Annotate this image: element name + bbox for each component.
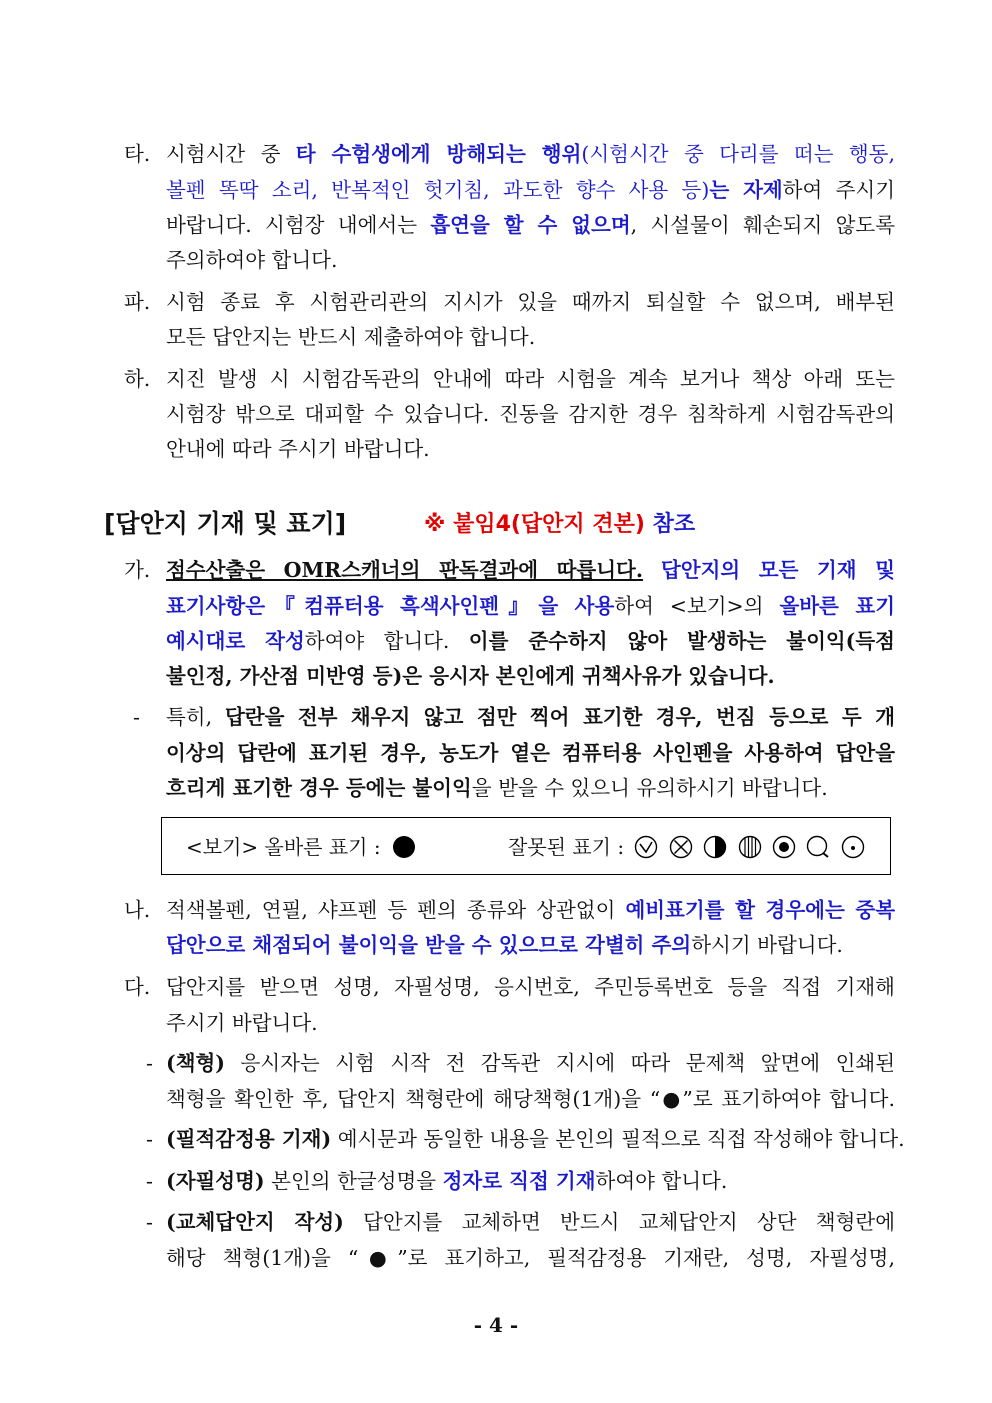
text-run: 을 받을 수 있으니 유의하시기 바랍니다. (471, 776, 828, 800)
text-line (166, 557, 895, 583)
text-run: 하여야 합니다. (595, 1169, 728, 1193)
item-marker: 가. (124, 558, 151, 582)
text-line (166, 740, 895, 766)
text-run: 답안지를 교체하면 반드시 교체답안지 상단 책형란에 (343, 1210, 895, 1234)
text-run: 하여 주시기 (782, 178, 895, 202)
small-dot-circle-icon (841, 835, 865, 859)
text-run: 모든 답안지는 반드시 제출하여야 합니다. (166, 325, 536, 349)
text-line (166, 436, 895, 462)
text-run: 주의하여야 합니다. (166, 248, 338, 272)
item-marker: - (146, 1051, 153, 1075)
item-marker: 파. (124, 290, 151, 314)
text-run: 흡연을 할 수 없으며 (430, 213, 631, 237)
section-heading: [답안지 기재 및 표기] (104, 509, 347, 538)
text-run: 타 수험생에게 방해되는 행위 (295, 142, 582, 166)
text-run: 답안지의 모든 기재 및 (660, 558, 895, 582)
reference-see: 참조 (652, 512, 696, 537)
text-run: 답안지를 받으면 성명, 자필성명, 응시번호, 주민등록번호 등을 직접 기재해 (166, 975, 895, 999)
text-run: 하시기 바랍니다. (691, 933, 843, 957)
text-run: 이를 준수하지 않아 발생하는 불이익(득점 (468, 629, 895, 653)
text-run: 안내에 따라 주시기 바랍니다. (166, 437, 430, 461)
text-run: 흐리게 표기한 경우 등에는 불이익 (166, 776, 472, 800)
text-line (166, 1086, 895, 1112)
text-line (166, 177, 895, 203)
text-run: 예비표기를 할 경우에는 중복 (625, 898, 895, 922)
text-run: 본인의 한글성명을 (264, 1169, 443, 1193)
correct-mark-label: <보기> 올바른 표기 : (186, 835, 381, 859)
text-line (166, 897, 895, 923)
item-marker: 나. (124, 898, 151, 922)
text-line (166, 1010, 895, 1036)
wrong-mark-label: 잘못된 표기 : (508, 835, 625, 859)
text-line (166, 932, 895, 958)
text-run: 불인정, 가산점 미반영 등)은 응시자 본인에게 귀책사유가 있습니다. (166, 664, 775, 688)
reference-attachment: 붙임4(답안지 견본) (453, 512, 645, 537)
text-run: 는 (709, 178, 744, 202)
text-line (166, 289, 895, 315)
text-run: 표기사항은『컴퓨터용 흑색사인펜』을 사용 (166, 594, 615, 618)
text-line (166, 593, 895, 619)
text-line (166, 212, 895, 238)
text-run: (필적감정용 기재) (166, 1127, 332, 1151)
item-marker: 다. (124, 975, 151, 999)
text-run: 올바른 표기 (779, 594, 895, 618)
text-line (166, 1168, 895, 1194)
text-run: 특히, (166, 705, 225, 729)
text-run: 응시자는 시험 시작 전 감독관 지시에 따라 문제책 앞면에 인쇄된 (225, 1051, 895, 1075)
text-line (166, 324, 895, 350)
text-line (166, 401, 895, 427)
text-run: (시험시간 중 다리를 떠는 행동, (581, 142, 895, 166)
item-marker: - (146, 1169, 153, 1193)
filled-circle-icon (393, 836, 415, 858)
text-line (166, 663, 895, 689)
item-marker: 타. (124, 142, 151, 166)
text-line (166, 628, 895, 654)
text-run: (교체답안지 작성) (166, 1210, 344, 1234)
text-line (166, 974, 895, 1000)
page-number: - 4 - (473, 1313, 519, 1337)
text-run: (책형) (166, 1051, 226, 1075)
text-run: 점수산출은 OMR스캐너의 판독결과에 따릅니다. (166, 558, 643, 582)
check-circle-icon (634, 835, 658, 859)
item-marker: - (146, 1210, 153, 1234)
text-run: 하여야 합니다. (304, 629, 469, 653)
text-run: 해당 책형(1개)을 “●”로 표기하고, 필적감정용 기재란, 성명, 자필성명, (166, 1246, 895, 1270)
text-run: 시험장 밖으로 대피할 수 있습니다. 진동을 감지한 경우 침착하게 시험감독관의 (166, 402, 895, 426)
text-line (166, 141, 895, 167)
correct-mark-example (186, 834, 415, 860)
text-run: 답안으로 채점되어 불이익을 받을 수 있으므로 각별히 주의 (166, 933, 692, 957)
text-run: 시험 종료 후 시험관리관의 지시가 있을 때까지 퇴실할 수 없으며, 배부된 (166, 290, 895, 314)
text-run: 답란을 전부 채우지 않고 점만 찍어 표기한 경우, 번짐 등으로 두 개 (224, 705, 895, 729)
text-line (166, 1245, 895, 1271)
text-run: 예시대로 작성 (166, 629, 305, 653)
text-run: 적색볼펜, 연필, 샤프펜 등 펜의 종류와 상관없이 (166, 898, 626, 922)
text-run: 시험시간 중 (166, 142, 296, 166)
text-run: 볼펜 똑딱 소리, 반복적인 헛기침, 과도한 향수 사용 등) (166, 178, 710, 202)
reference-mark: ※ (424, 512, 446, 537)
text-line (166, 775, 895, 801)
text-run: 바랍니다. 시험장 내에서는 (166, 213, 431, 237)
wrong-mark-example (508, 834, 865, 860)
text-run: 자제 (743, 178, 783, 202)
text-run: 주시기 바랍니다. (166, 1011, 318, 1035)
tailed-circle-icon (806, 835, 830, 859)
text-line (166, 1050, 895, 1076)
item-marker: - (146, 1127, 153, 1151)
item-marker: 하. (124, 367, 151, 391)
text-line (166, 704, 895, 730)
item-marker: - (133, 705, 140, 729)
text-run: 책형을 확인한 후, 답안지 책형란에 해당책형(1개)을 “●”로 표기하여야 합니다. (166, 1087, 895, 1111)
x-circle-icon (669, 835, 693, 859)
text-line (166, 1126, 905, 1152)
dot-ring-circle-icon (772, 835, 796, 859)
text-run: 예시문과 동일한 내용을 본인의 필적으로 직접 작성해야 합니다. (331, 1127, 905, 1151)
text-run: 이상의 답란에 표기된 경우, 농도가 옅은 컴퓨터용 사인펜을 사용하여 답안을 (166, 741, 895, 765)
text-run: , 시설물이 훼손되지 않도록 (630, 213, 896, 237)
marking-example-box (161, 817, 891, 875)
text-run: 하여 <보기>의 (614, 594, 780, 618)
text-run: (자필성명) (166, 1169, 265, 1193)
text-run: 지진 발생 시 시험감독관의 안내에 따라 시험을 계속 보거나 책상 아래 또는 (166, 367, 895, 391)
striped-circle-icon (738, 835, 762, 859)
text-line (166, 247, 895, 273)
text-run (643, 558, 661, 582)
half-filled-circle-icon (703, 835, 727, 859)
text-run: 정자로 직접 기재 (442, 1169, 596, 1193)
text-line (166, 1209, 895, 1235)
section-reference (424, 510, 695, 540)
text-line (166, 366, 895, 392)
